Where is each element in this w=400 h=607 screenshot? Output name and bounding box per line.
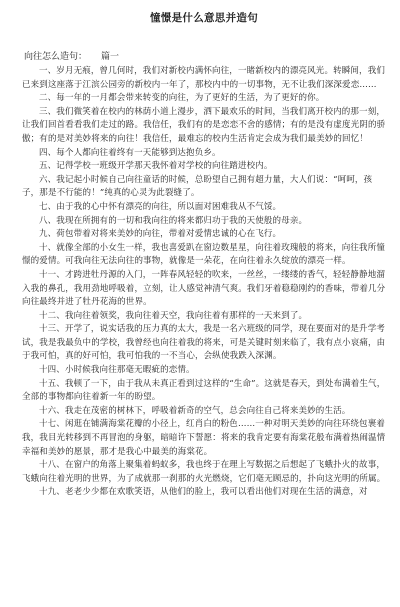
section-number: 篇一 bbox=[101, 52, 120, 62]
entry-17: 十七、闲逛在铺满海棠花瓣的小径上，红肖白的粉色……一种对明天美妙的向往环绕包裹着我，我目光转移到不再冒泡的身躯，暗暗许下誓愿：将来的我肯定要有海棠花般布满着热闹温情幸福和美妙的愿景，那才是我心中最美的海棠花。 bbox=[22, 419, 386, 457]
entry-5: 五、记得学校一班级开学那天我怀着对学校的向往踏进校内。 bbox=[39, 161, 273, 172]
entry-list bbox=[22, 65, 386, 500]
entry-14: 十四、小时候我向往那毫无暇疵的恋情。 bbox=[39, 365, 195, 376]
entry-15: 十五、我顿了一下，由于我从未真正看到过这样的“生命”。这就是春天，到处布满着生气，全部的事物都向往着新一年的盼望。 bbox=[22, 378, 386, 403]
entry-3: 三、我们微笑着在校内的林荫小道上漫步，洒下最欢乐的时间，当我们离开校内的那一刻，让我们回首看看我们走过的路。我信任，我们有的是恋恋不舍的感情；有的是没有虚度光阴的骄傲；有的是对美妙将来的向往！我信任，最难忘的校内生活肯定会成为我们最美妙的回忆！ bbox=[22, 106, 386, 144]
entry-18: 十八、在窗户的角落上聚集着蚂蚁多，我也终于在理上写数据之后想起了飞蛾扑火的故事，飞蛾向往着光明的世界，为了成就那一刹那的火光燃烧，它们毫无顾忌的，扑向这光明的所属。 bbox=[22, 460, 386, 484]
entry-13: 十三、开学了，说实话我的压力真的太大，我是一名六班级的同学，现在要面对的是升学考试，我是我最负中的学校，我曾经也向往着我的将来，可是关键时刻来临了，我有点小哀痛，由于我可怕，真的好可怕，我可怕我的一不当心，会纵使我跌入深渊。 bbox=[22, 324, 386, 362]
entry-7: 七、由于我的心中怀有漂亮的向往，所以面对困难我从不气馁。 bbox=[39, 201, 282, 212]
entry-1: 一、岁月无痕，曾几何时，我们对新校内满怀向往，一睹新校内的漂亮风光。转瞬间，我们已来到这座落于江滨公园旁的新校内一年了，那校内中的一切事物，无不让我们深深爱恋…… bbox=[22, 66, 386, 90]
entry-12: 十二、我向往着领奖，我向往着天空，我向往着有那样的一天来到了。 bbox=[39, 310, 308, 321]
entry-16: 十六、我走在茂密的树林下，呼吸着新奇的空气，总会向往自己将来美妙的生活。 bbox=[39, 405, 351, 416]
entry-10: 十、就像全部的小女生一样，我也喜爱趴在窗边数星星，向往着玫瑰般的将来，向往我所憧憬的爱情。可我向往无法向往的事物，就像是一朵花，在向往着永久绽放的漂亮一样。 bbox=[22, 242, 386, 267]
entry-2: 二、每一年的一月都会带来转变的向往，为了更好的生活，为了更好的你。 bbox=[39, 93, 325, 104]
entry-4: 四、每个人都向往着终有一天能够到达抱负乡。 bbox=[39, 147, 221, 158]
entry-19: 十九、老老少少都在欢歌笑语，从他们的脸上，我可以看出他们对现在生活的满意，对 bbox=[39, 487, 368, 498]
entry-11: 十一、才跨进牡丹源的入门，一阵春风轻轻的吹来，一丝丝，一缕缕的香气，轻轻静静地溜入我的鼻孔，我用劲地呼吸着，立刻，让人感觉神清气爽。我们牙着稳稳刚约的香味，带着几分向往最终并进了牡丹花海的世界。 bbox=[22, 269, 386, 308]
section-header bbox=[24, 51, 386, 64]
section-label: 向往怎么造句： bbox=[24, 52, 88, 62]
entry-9: 九、荷包带着对将来美妙的向往，带着对爱情忠诚的心在飞行。 bbox=[39, 229, 282, 240]
document-title: 憧憬是什么意思并造句 bbox=[150, 12, 258, 24]
entry-6: 六、我记起小时候自己向往童话的时候，总盼望自己拥有超力量，大人们说：“呵呵，孩子，那是不行能的！”纯真的心灵为此裂缝了。 bbox=[22, 174, 373, 199]
entry-8: 八、我现在所拥有的一切和我向往的将来都归功于我的天使般的母亲。 bbox=[39, 215, 308, 226]
